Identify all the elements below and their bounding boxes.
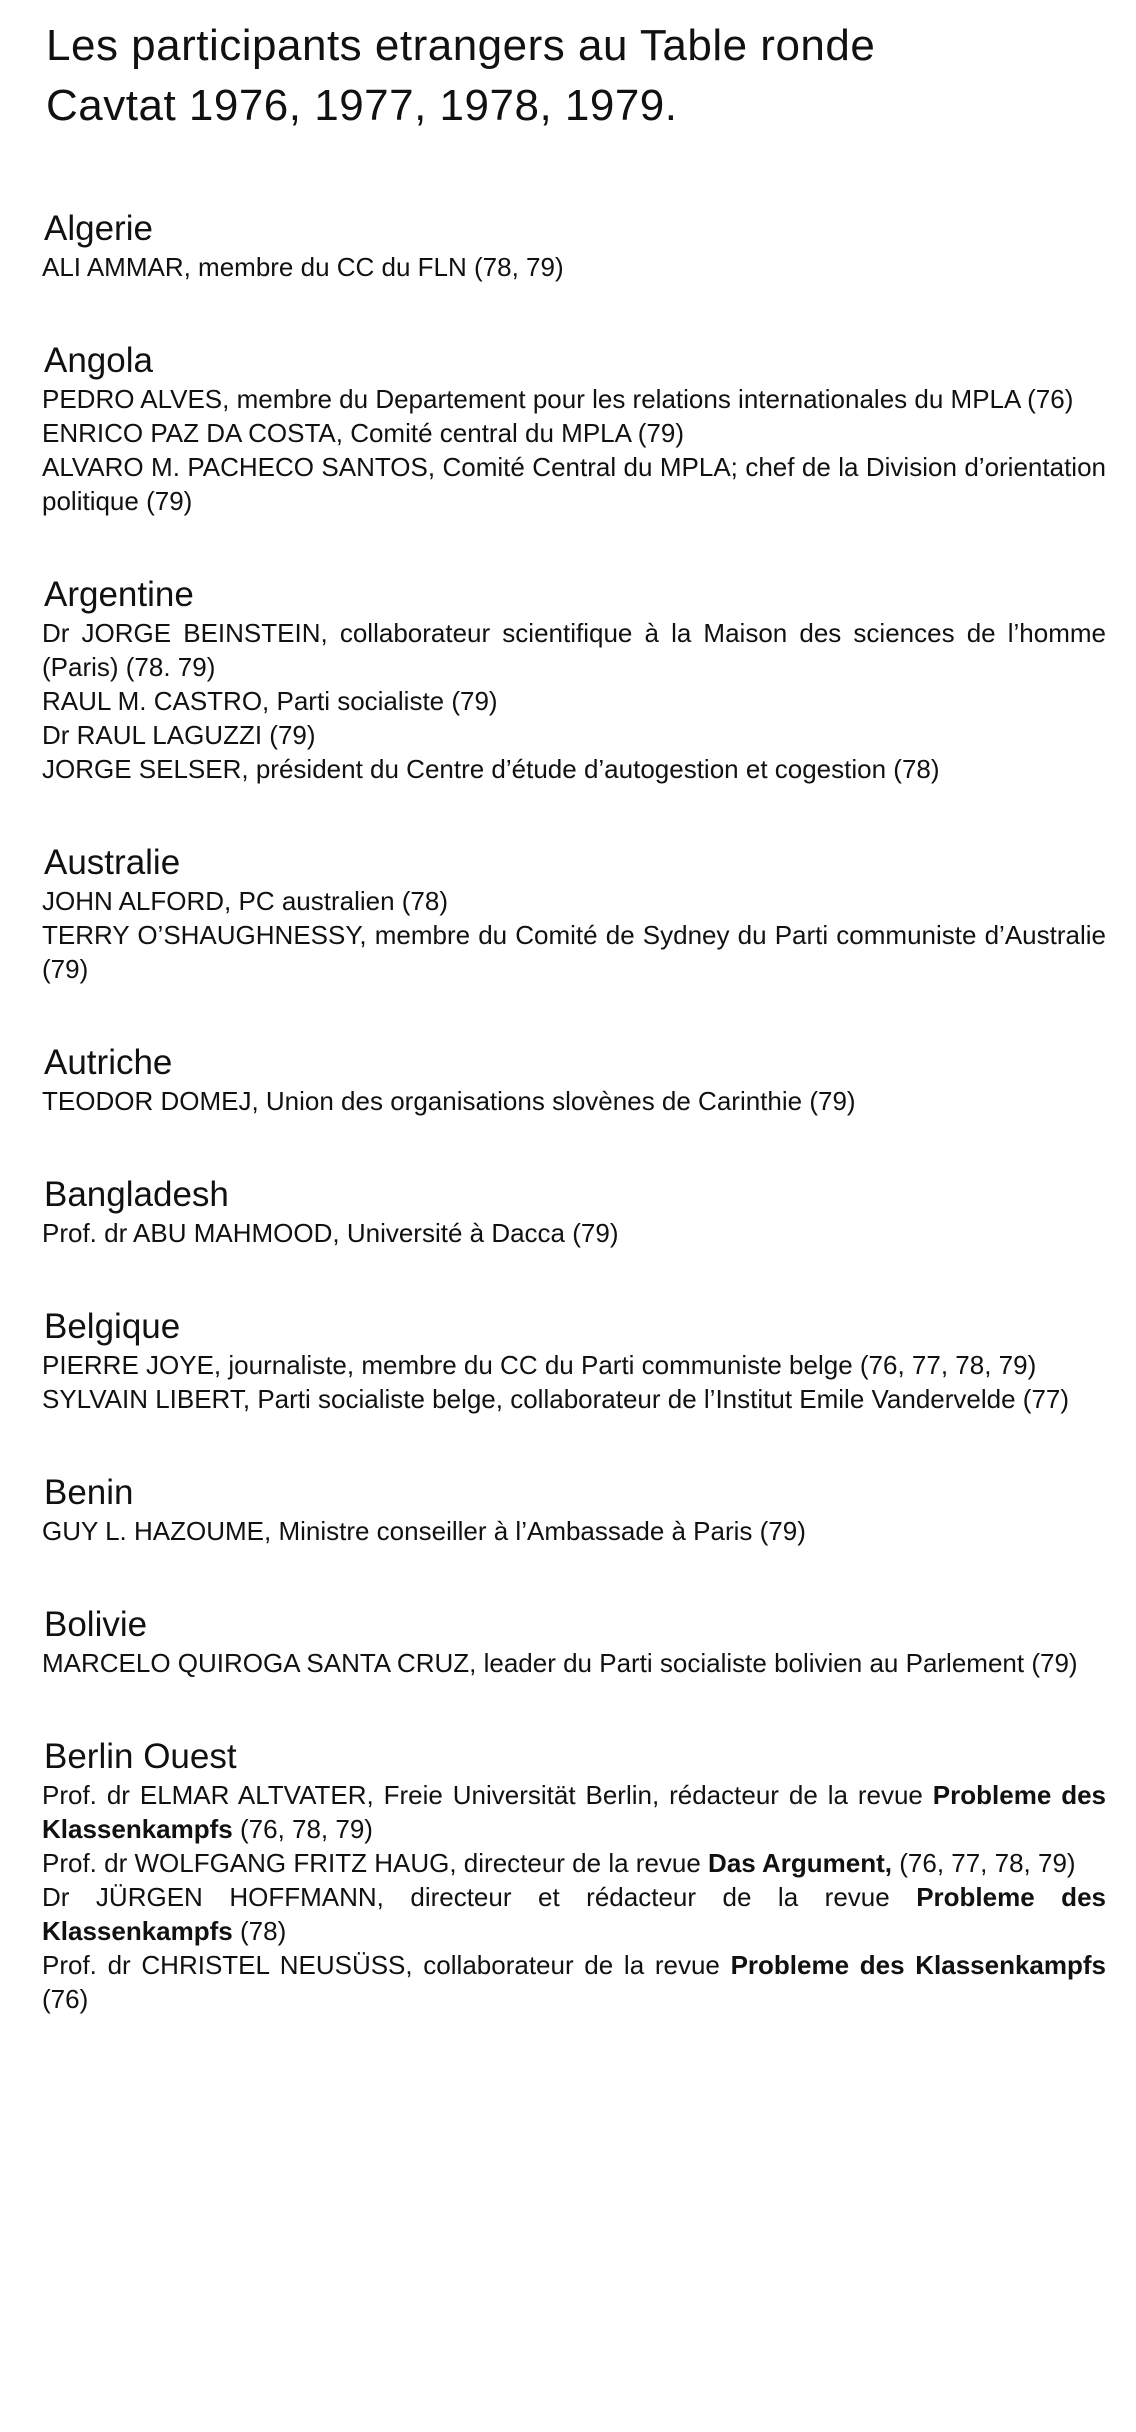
participant-entry (30, 1948, 1106, 2016)
participant-entry: Dr JORGE BEINSTEIN, collaborateur scientifique à la Maison des sciences de l’homme (Paris) (78. 79) (42, 618, 1106, 682)
participant-entry: PIERRE JOYE, journaliste, membre du CC du Parti communiste belge (76, 77, 78, 79) (42, 1350, 1037, 1380)
country-heading: Benin (44, 1473, 134, 1512)
title-line-2: Cavtat 1976, 1977, 1978, 1979. (46, 81, 678, 130)
entry-text: Dr JÜRGEN HOFFMANN, directeur et rédacteur de la revue (42, 1882, 917, 1912)
entry-years: (76, 77, 78, 79) (892, 1848, 1076, 1878)
entry-years: (76, 78, 79) (232, 1814, 373, 1844)
entry-years: (76) (42, 1984, 89, 2014)
country-heading: Autriche (44, 1043, 173, 1082)
entry-years: (78) (232, 1916, 287, 1946)
country-section-benin (30, 1474, 1106, 1548)
country-heading: Australie (44, 843, 181, 882)
country-heading: Algerie (44, 209, 153, 248)
country-heading: Angola (44, 341, 153, 380)
participant-entry: Dr RAUL LAGUZZI (79) (42, 720, 316, 750)
participant-entry: SYLVAIN LIBERT, Parti socialiste belge, collaborateur de l’Institut Emile Vandervelde (77) (42, 1384, 1070, 1414)
country-section-bangladesh (30, 1176, 1106, 1250)
country-section-australie (30, 844, 1106, 986)
entry-text: Prof. dr ELMAR ALTVATER, Freie Universität Berlin, rédacteur de la revue (42, 1780, 933, 1810)
participant-entry: JORGE SELSER, président du Centre d’étude d’autogestion et cogestion (78) (42, 754, 940, 784)
participant-entry: JOHN ALFORD, PC australien (78) (42, 886, 449, 916)
participant-entry: ALI AMMAR, membre du CC du FLN (78, 79) (42, 252, 564, 282)
country-heading: Belgique (44, 1307, 181, 1346)
participant-entry: RAUL M. CASTRO, Parti socialiste (79) (42, 686, 498, 716)
participant-entry (30, 1846, 1106, 1880)
journal-title: Das Argument, (708, 1848, 893, 1878)
entry-text: Prof. dr CHRISTEL NEUSÜSS, collaborateur de la revue (42, 1950, 731, 1980)
participant-entry (30, 1880, 1106, 1948)
document-page (30, 16, 1106, 2016)
country-section-autriche (30, 1044, 1106, 1118)
entry-text: Prof. dr WOLFGANG FRITZ HAUG, directeur de la revue (42, 1848, 709, 1878)
country-section-bolivie (30, 1606, 1106, 1680)
journal-title: Probleme des Klassenkampfs (730, 1950, 1107, 1980)
journal-title: Probleme des Klassenkampfs (42, 1780, 1106, 1844)
country-section-algerie (30, 210, 1106, 284)
page-title (46, 16, 1106, 136)
participant-entry: MARCELO QUIROGA SANTA CRUZ, leader du Parti socialiste bolivien au Parlement (79) (42, 1648, 1078, 1678)
country-heading: Bangladesh (44, 1175, 229, 1214)
country-section-berlin-ouest (30, 1738, 1106, 2016)
participant-entry: ENRICO PAZ DA COSTA, Comité central du MPLA (79) (42, 418, 685, 448)
country-heading: Berlin Ouest (44, 1737, 237, 1776)
country-section-angola (30, 342, 1106, 518)
participant-entry: Prof. dr ABU MAHMOOD, Université à Dacca (79) (42, 1218, 619, 1248)
country-section-argentine (30, 576, 1106, 786)
participant-entry: TEODOR DOMEJ, Union des organisations slovènes de Carinthie (79) (42, 1086, 856, 1116)
participant-entry: GUY L. HAZOUME, Ministre conseiller à l’Ambassade à Paris (79) (42, 1516, 806, 1546)
participant-entry (30, 1778, 1106, 1846)
country-heading: Argentine (44, 575, 194, 614)
title-line-1: Les participants etrangers au Table ronde (46, 21, 876, 70)
journal-title: Probleme des Klassenkampfs (42, 1882, 1106, 1946)
participant-entry: PEDRO ALVES, membre du Departement pour les relations internationales du MPLA (76) (42, 384, 1074, 414)
country-section-belgique (30, 1308, 1106, 1416)
country-heading: Bolivie (44, 1605, 148, 1644)
participant-entry: ALVARO M. PACHECO SANTOS, Comité Central du MPLA; chef de la Division d’orientation politique (79) (42, 452, 1106, 516)
participant-entry: TERRY O’SHAUGHNESSY, membre du Comité de Sydney du Parti communiste d’Australie (79) (42, 920, 1106, 984)
